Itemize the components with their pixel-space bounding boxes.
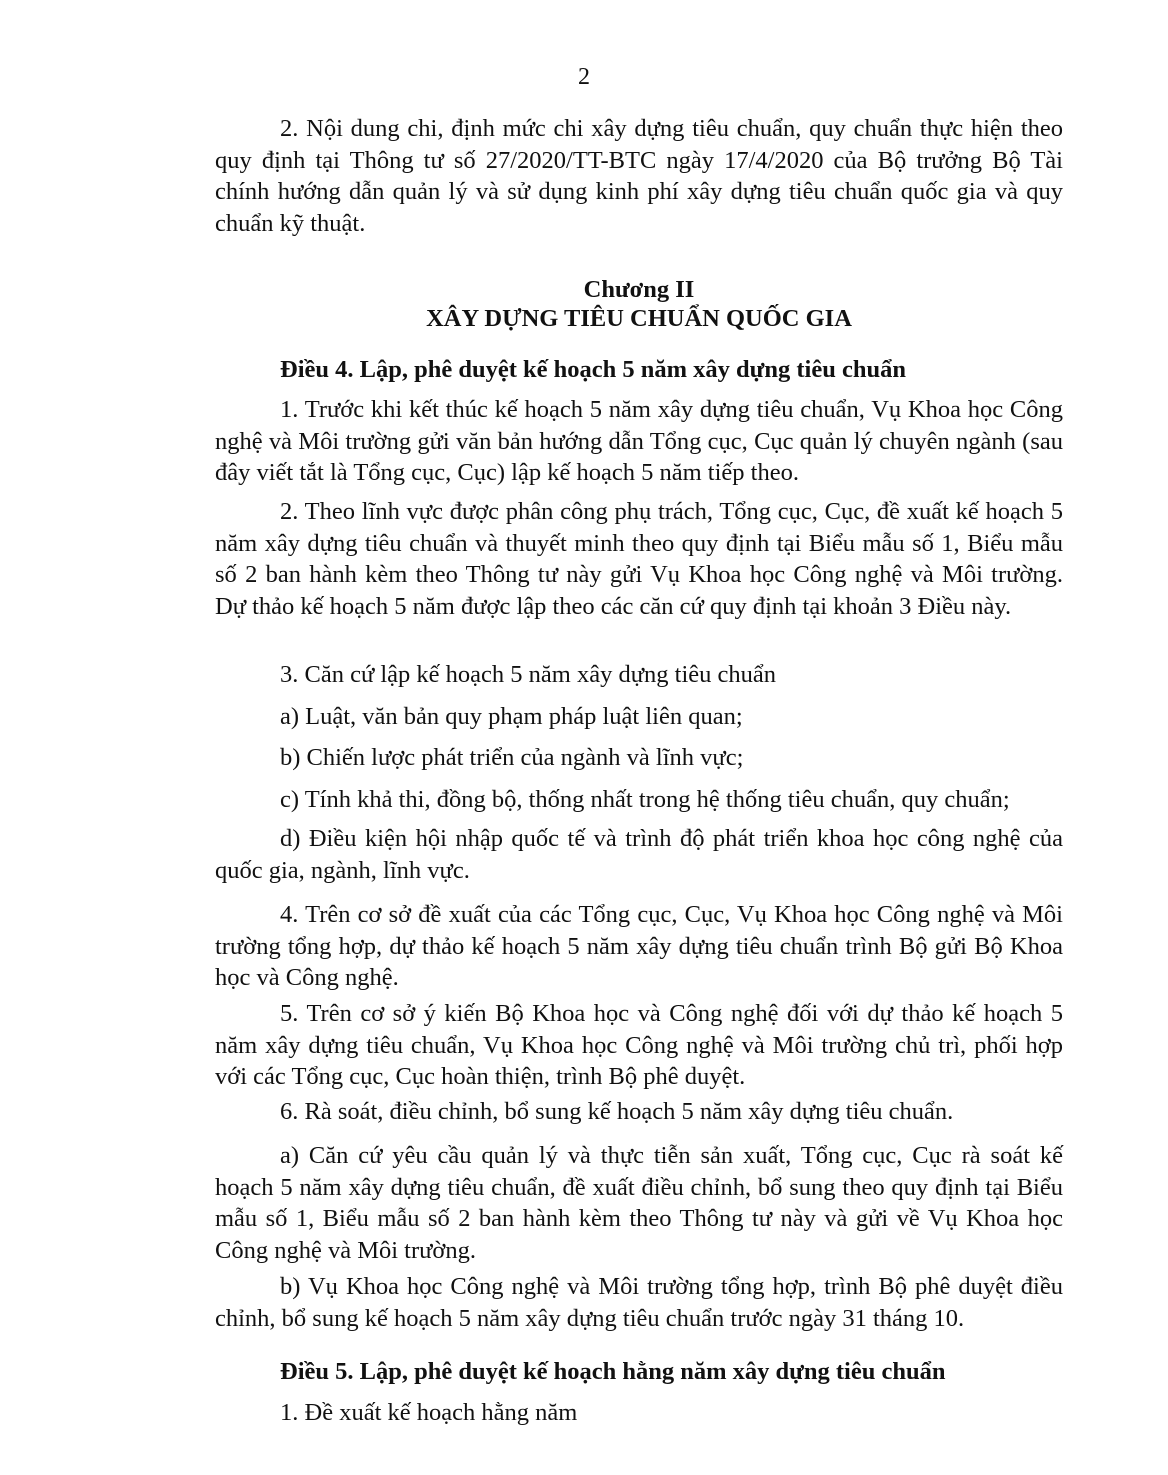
article5-heading: Điều 5. Lập, phê duyệt kế hoạch hằng năm xây dựng tiêu chuẩn <box>280 1358 946 1385</box>
article5-clause1: 1. Đề xuất kế hoạch hằng năm <box>280 1399 578 1426</box>
article4-clause6-b: b) Vụ Khoa học Công nghệ và Môi trường tổng hợp, trình Bộ phê duyệt điều chỉnh, bổ sung kế hoạch 5 năm xây dựng tiêu chuẩn trước ngày 31 tháng 10. <box>215 1273 1063 1332</box>
article3-clause2: 2. Nội dung chi, định mức chi xây dựng tiêu chuẩn, quy chuẩn thực hiện theo quy định tại Thông tư số 27/2020/TT-BTC ngày 17/4/2020 của Bộ trưởng Bộ Tài chính hướng dẫn quản lý và sử dụng kinh phí xây dựng tiêu chuẩn quốc gia và quy chuẩn kỹ thuật. <box>215 115 1063 237</box>
article4-clause1: 1. Trước khi kết thúc kế hoạch 5 năm xây dựng tiêu chuẩn, Vụ Khoa học Công nghệ và Môi trường gửi văn bản hướng dẫn Tổng cục, Cục quản lý chuyên ngành (sau đây viết tắt là Tổng cục, Cục) lập kế hoạch 5 năm tiếp theo. <box>215 396 1063 486</box>
article4-clause3-a: a) Luật, văn bản quy phạm pháp luật liên quan; <box>280 703 743 730</box>
chapter-label: Chương II <box>583 276 695 303</box>
article4-clause3-d: d) Điều kiện hội nhập quốc tế và trình độ phát triển khoa học công nghệ của quốc gia, ngành, lĩnh vực. <box>215 825 1063 884</box>
article4-clause4: 4. Trên cơ sở đề xuất của các Tổng cục, Cục, Vụ Khoa học Công nghệ và Môi trường tổng hợp, dự thảo kế hoạch 5 năm xây dựng tiêu chuẩn trình Bộ gửi Bộ Khoa học và Công nghệ. <box>215 901 1063 991</box>
article4-clause2: 2. Theo lĩnh vực được phân công phụ trách, Tổng cục, Cục, đề xuất kế hoạch 5 năm xây dựng tiêu chuẩn và thuyết minh theo quy định tại Biểu mẫu số 1, Biểu mẫu số 2 ban hành kèm theo Thông tư này gửi Vụ Khoa học Công nghệ và Môi trường. Dự thảo kế hoạch 5 năm được lập theo các căn cứ quy định tại khoản 3 Điều này. <box>215 498 1063 620</box>
article4-clause6: 6. Rà soát, điều chỉnh, bổ sung kế hoạch 5 năm xây dựng tiêu chuẩn. <box>280 1098 954 1125</box>
article4-clause3-c: c) Tính khả thi, đồng bộ, thống nhất trong hệ thống tiêu chuẩn, quy chuẩn; <box>280 786 1010 813</box>
page-number: 2 <box>578 64 590 90</box>
article4-heading: Điều 4. Lập, phê duyệt kế hoạch 5 năm xây dựng tiêu chuẩn <box>280 356 906 383</box>
article4-clause3: 3. Căn cứ lập kế hoạch 5 năm xây dựng tiêu chuẩn <box>280 661 776 688</box>
article4-clause6-a: a) Căn cứ yêu cầu quản lý và thực tiễn sản xuất, Tổng cục, Cục rà soát kế hoạch 5 năm xây dựng tiêu chuẩn, đề xuất điều chỉnh, bổ sung theo quy định tại Biểu mẫu số 1, Biểu mẫu số 2 ban hành kèm theo Thông tư này và gửi về Vụ Khoa học Công nghệ và Môi trường. <box>215 1142 1063 1264</box>
article4-clause5: 5. Trên cơ sở ý kiến Bộ Khoa học và Công nghệ đối với dự thảo kế hoạch 5 năm xây dựng tiêu chuẩn, Vụ Khoa học Công nghệ và Môi trường chủ trì, phối hợp với các Tổng cục, Cục hoàn thiện, trình Bộ phê duyệt. <box>215 1000 1063 1090</box>
article4-clause3-b: b) Chiến lược phát triển của ngành và lĩnh vực; <box>280 744 744 771</box>
chapter-title: XÂY DỰNG TIÊU CHUẨN QUỐC GIA <box>426 305 852 332</box>
